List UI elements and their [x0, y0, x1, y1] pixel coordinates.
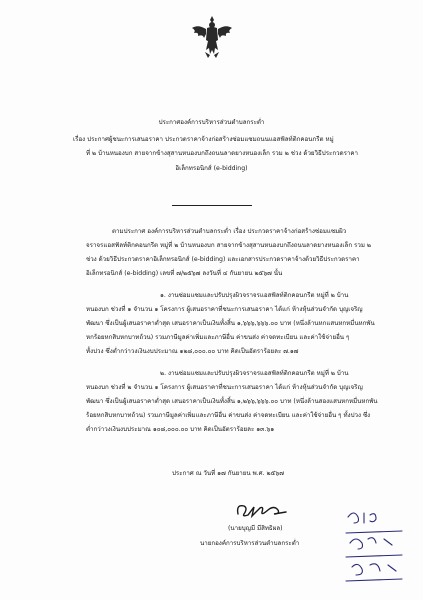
paragraph-line: ๒. งานซ่อมแซมและปรับปรุงผิวจราจรแอสฟัลท์ติกคอนกรีต หมู่ที่ ๒ บ้าน	[160, 370, 349, 377]
garuda-emblem-icon	[190, 14, 234, 60]
announcement-title: ประกาศองค์การบริหารส่วนตำบลกระต่ำ	[158, 119, 265, 126]
signature-mark	[234, 498, 290, 520]
divider-line	[172, 205, 252, 206]
paragraph-line: หนองบก ช่วงที่ ๑ จำนวน ๑ โครงการ ผู้เสนอราคาที่ชนะการเสนอราคา ได้แก่ ห้างหุ้นส่วนจำกัด บุญเจริญ	[86, 306, 363, 313]
paragraph-line: จราจรแอสฟัลท์ติกคอนกรีต หมู่ที่ ๒ บ้านหนองบก สายจากข้างสุสานหนองบกถึงถนนลาดยางหนองเล็ก รวม ๒	[86, 242, 371, 249]
paragraph-line: พัฒนา ซึ่งเป็นผู้เสนอราคาต่ำสุด เสนอราคาเป็นเงินทั้งสิ้น ๑,๖๖๖,๖๖๖.๐๐ บาท (หนึ่งล้านหกแสนหกหมื่นหกพัน	[86, 320, 375, 327]
subject-line-3: อิเล็กทรอนิกส์ (e-bidding)	[175, 165, 248, 172]
announcement-date: ประกาศ ณ วันที่ ๑๗ กันยายน พ.ศ. ๒๕๖๗	[172, 470, 284, 477]
paragraph-line: หนองบก ช่วงที่ ๒ จำนวน ๑ โครงการ ผู้เสนอราคาที่ชนะการเสนอราคา ได้แก่ ห้างหุ้นส่วนจำกัด บุญเจริญ	[86, 384, 363, 391]
paragraph-line: ช่วง ด้วยวิธีประกวดราคาอิเล็กทรอนิกส์ (e-bidding) และเอกสารประกวดราคาจ้างด้วยวิธีประกวดราคา	[86, 256, 360, 263]
paragraph-line: ต่ำกว่าวงเงินงบประมาณ ๑๐๘,๐๐๐.๐๐ บาท คิดเป็นอัตราร้อยละ ๑๓.๖๑	[86, 426, 275, 433]
paragraph-line: ๑. งานซ่อมแซมและปรับปรุงผิวจราจรแอสฟัลท์ติกคอนกรีต หมู่ที่ ๒ บ้าน	[160, 292, 349, 299]
paragraph-line: หกร้อยหกสิบหกบาทถ้วน) รวมภาษีมูลค่าเพิ่มและภาษีอื่น ค่าขนส่ง ค่าจดทะเบียน และค่าใช้จ่ายอื่น ๆ	[86, 334, 350, 341]
subject-line-2: ที่ ๒ บ้านหนองบก สายจากข้างสุสานหนองบกถึงถนนลาดยางหนองเล็ก รวม ๒ ช่วง ด้วยวิธีประกวดราคา	[86, 150, 359, 157]
subject-line-1: เรื่อง ประกาศผู้ชนะการเสนอราคา ประกวดราคาจ้างก่อสร้างซ่อมแซมถนนแอสฟัลท์ติกคอนกรีต หมู่	[73, 136, 334, 143]
paragraph-line: ทั้งปวง ซึ่งต่ำกว่าวงเงินงบประมาณ ๑๒๘,๐๐๐.๐๐ บาท คิดเป็นอัตราร้อยละ ๗.๑๗	[86, 348, 299, 355]
handwritten-initials-mark	[340, 505, 410, 587]
paragraph-line: ร้อยหกสิบหกบาทถ้วน) รวมภาษีมูลค่าเพิ่มและภาษีอื่น ค่าขนส่ง ค่าจดทะเบียน และค่าใช้จ่ายอื่น ๆ ทั้งปวง ซึ่ง	[86, 412, 371, 419]
signer-title: นายกองค์การบริหารส่วนตำบลกระต่ำ	[200, 540, 300, 547]
paragraph-line: อิเล็กทรอนิกส์ (e-bidding) เลขที่ ๗/๒๕๖๗ ลงวันที่ ๔ กันยายน ๒๕๖๗ นั้น	[86, 270, 283, 277]
signer-name: (นายบุญมี มีสิทธิผล)	[228, 525, 283, 532]
paragraph-line: ตามประกาศ องค์การบริหารส่วนตำบลกระต่ำ เรื่อง ประกวดราคาจ้างก่อสร้างซ่อมแซมผิว	[112, 228, 347, 235]
paragraph-line: พัฒนา ซึ่งเป็นผู้เสนอราคาต่ำสุด เสนอราคาเป็นเงินทั้งสิ้น ๑,๒๖๖,๖๖๖.๐๐ บาท (หนึ่งล้านสองแสนหกหมื่นหกพัน	[86, 398, 378, 405]
